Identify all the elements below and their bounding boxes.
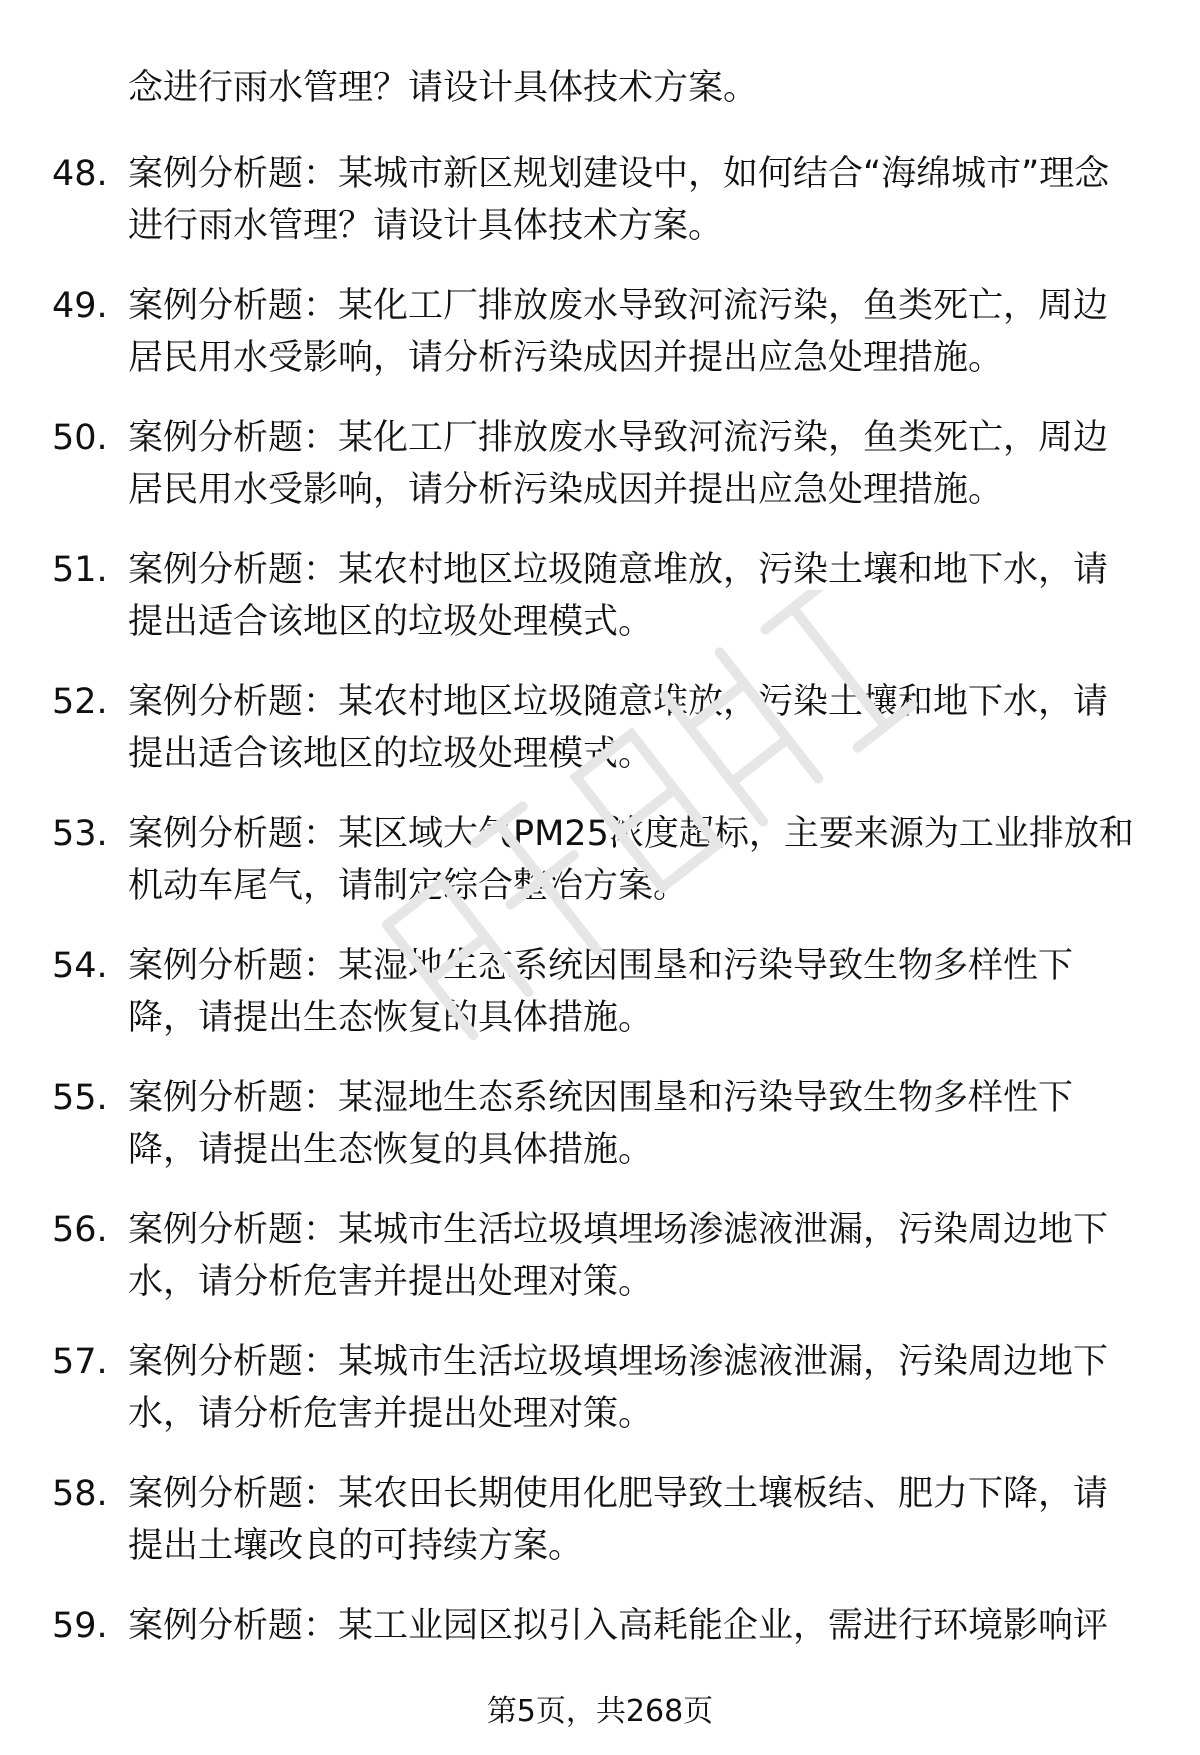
question-text: 案例分析题：某城市生活垃圾填埋场渗滤液泄漏，污染周边地下水，请分析危害并提出处理对策。: [128, 1210, 1109, 1302]
question-list: [0, 148, 1200, 1732]
question-item: [0, 412, 1200, 544]
question-text: 案例分析题：某化工厂排放废水导致河流污染，鱼类死亡，周边居民用水受影响，请分析污染成因并提出应急处理措施。: [128, 418, 1109, 510]
question-text: 案例分析题：某区域大气PM25浓度超标，主要来源为工业排放和机动车尾气，请制定综合整治方案。: [128, 814, 1134, 906]
question-text: 案例分析题：某湿地生态系统因围垦和污染导致生物多样性下降，请提出生态恢复的具体措施。: [128, 1078, 1074, 1170]
question-number: 59.: [52, 1606, 108, 1646]
question-text: 案例分析题：某农村地区垃圾随意堆放，污染土壤和地下水，请提出适合该地区的垃圾处理模式。: [128, 550, 1109, 642]
question-item: [0, 148, 1200, 280]
question-number: 53.: [52, 814, 108, 854]
question-item: [0, 280, 1200, 412]
question-text: 案例分析题：某化工厂排放废水导致河流污染，鱼类死亡，周边居民用水受影响，请分析污染成因并提出应急处理措施。: [128, 286, 1109, 378]
question-text: 案例分析题：某湿地生态系统因围垦和污染导致生物多样性下降，请提出生态恢复的具体措施。: [128, 946, 1074, 1038]
question-text: 案例分析题：某城市新区规划建设中，如何结合“海绵城市”理念进行雨水管理？请设计具体技术方案。: [128, 154, 1110, 246]
question-item: [0, 940, 1200, 1072]
question-number: 56.: [52, 1210, 108, 1250]
question-text: 案例分析题：某工业园区拟引入高耗能企业，需进行环境影响评: [128, 1606, 1109, 1646]
question-item: [0, 1072, 1200, 1204]
question-number: 51.: [52, 550, 108, 590]
continued-question-text: 念进行雨水管理？请设计具体技术方案。: [128, 68, 759, 108]
question-item: [0, 544, 1200, 676]
question-text: 案例分析题：某农田长期使用化肥导致土壤板结、肥力下降，请提出土壤改良的可持续方案。: [128, 1474, 1109, 1566]
question-number: 48.: [52, 154, 108, 194]
question-text: 案例分析题：某农村地区垃圾随意堆放，污染土壤和地下水，请提出适合该地区的垃圾处理模式。: [128, 682, 1109, 774]
question-item: [0, 808, 1200, 940]
question-item: [0, 676, 1200, 808]
question-item: [0, 1336, 1200, 1468]
question-item: [0, 1468, 1200, 1600]
question-number: 57.: [52, 1342, 108, 1382]
question-item: [0, 1204, 1200, 1336]
question-number: 55.: [52, 1078, 108, 1118]
question-number: 52.: [52, 682, 108, 722]
question-number: 54.: [52, 946, 108, 986]
question-number: 49.: [52, 286, 108, 326]
question-number: 50.: [52, 418, 108, 458]
question-number: 58.: [52, 1474, 108, 1514]
question-text: 案例分析题：某城市生活垃圾填埋场渗滤液泄漏，污染周边地下水，请分析危害并提出处理对策。: [128, 1342, 1109, 1434]
page-number-footer: 第5页，共268页: [486, 1694, 714, 1729]
